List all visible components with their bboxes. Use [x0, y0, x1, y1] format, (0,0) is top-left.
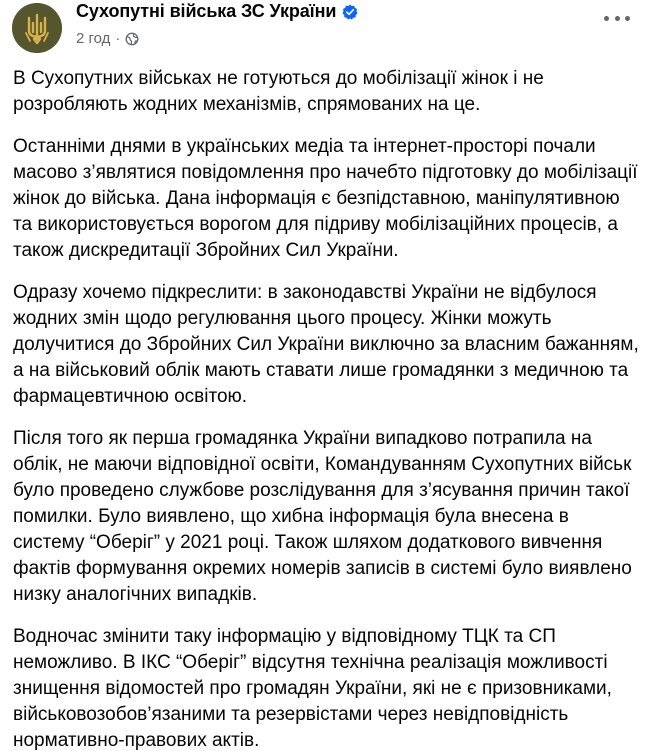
page-avatar[interactable] [12, 3, 62, 53]
meta-separator: · [115, 30, 121, 47]
post-paragraph: Останніми днями в українських медіа та інтернет-просторі почали масово з’являтися повідомлення про начебто підготовку до мобілізації жінок до війська. Дана інформація є безпідставною, маніпулятивною та використовується ворогом для підриву мобілізаційних процесів, а також дискредитації Збройних Сил України. [13, 136, 638, 261]
more-dot [604, 16, 609, 21]
author-line [76, 1, 358, 22]
post-paragraph: В Сухопутних військах не готуються до мобілізації жінок і не розробляють жодних механізмів, спрямованих на це. [13, 68, 544, 115]
author-name[interactable]: Сухопутні війська ЗС України [76, 1, 337, 21]
more-dot [615, 16, 620, 21]
globe-icon [125, 32, 139, 46]
post-header [0, 0, 650, 62]
verified-badge-icon [342, 4, 358, 20]
post-time[interactable]: 2 год [76, 30, 111, 47]
post-body [13, 66, 641, 751]
post-meta [76, 30, 139, 47]
more-dot [625, 16, 630, 21]
post-paragraph: Одразу хочемо підкреслити: в законодавстві України не відбулося жодних змін щодо регулювання цього процесу. Жінки можуть долучитися до Збройних Сил України виключно за власним бажанням, а на військовий облік мають ставати лише громадянки з медичною та фармацевтичною освітою. [13, 282, 639, 407]
more-options-icon[interactable] [604, 10, 630, 26]
post-paragraph: Після того як перша громадянка України випадково потрапила на облік, не маючи відповідної освіти, Командуванням Сухопутних військ було проведено службове розслідування для з’ясування причин такої помилки. Було виявлено, що хибна інформація була внесена в систему “Оберіг” у 2021 році. Також шляхом додаткового вивчення фактів формування окремих номерів записів в системі було виявлено низку аналогічних випадків. [13, 428, 632, 605]
trident-emblem-icon [12, 3, 62, 53]
post-paragraph: Водночас змінити таку інформацію у відповідному ТЦК та СП неможливо. В ІКС “Оберіг” відсутня технічна реалізація можливості знищення відомостей про громадян України, які не є призовниками, військовозобов’язаними та резервістами через невідповідність нормативно-правових актів. [13, 626, 612, 751]
